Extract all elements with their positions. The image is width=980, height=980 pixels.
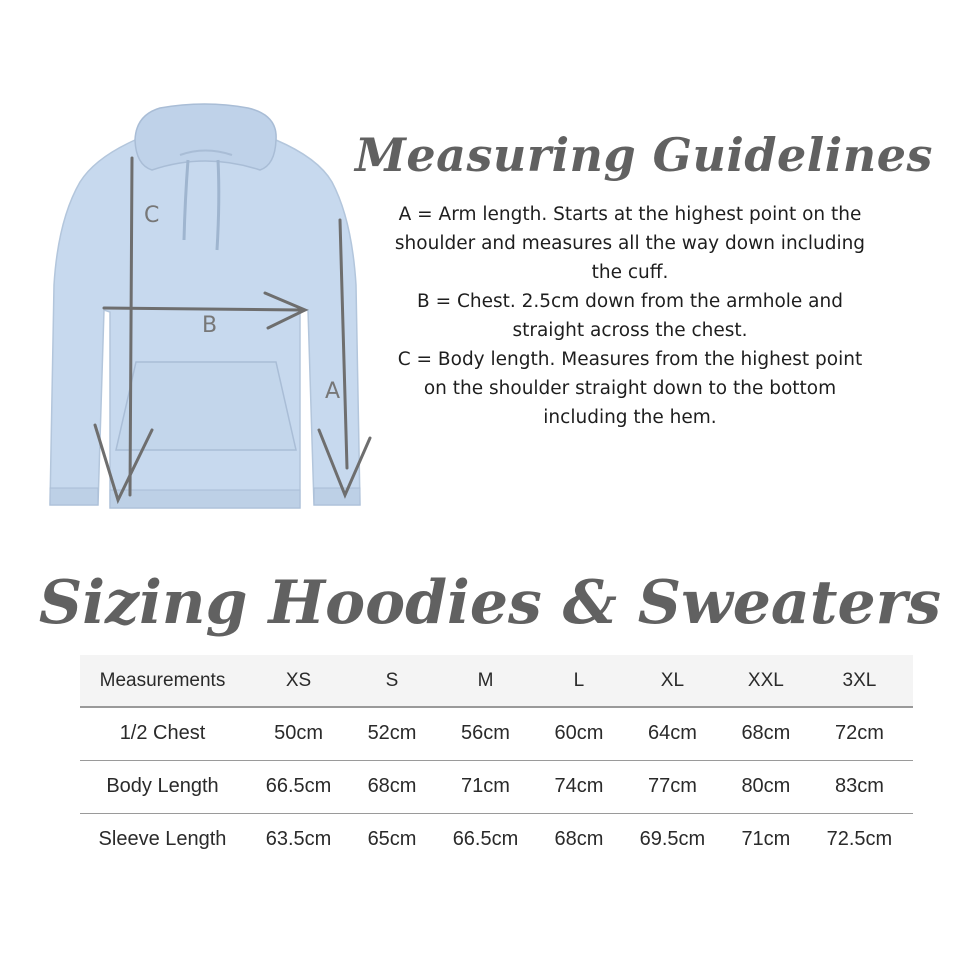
header-size: L: [539, 655, 619, 707]
sizing-title: Sizing Hoodies & Sweaters: [38, 568, 942, 638]
header-size: 3XL: [806, 655, 913, 707]
table-cell: 56cm: [432, 707, 539, 760]
header-size: S: [352, 655, 432, 707]
table-cell: 68cm: [352, 760, 432, 813]
table-cell: 65cm: [367, 828, 417, 851]
table-cell: 72cm: [806, 707, 913, 760]
table-cell: 69.5cm: [639, 828, 706, 851]
header-size: M: [432, 655, 539, 707]
guideline-line: straight across the chest.: [512, 320, 748, 341]
measuring-guidelines-text: [360, 200, 900, 432]
table-cell: 72.5cm: [826, 828, 893, 851]
guideline-line: A = Arm length. Starts at the highest point on the: [398, 204, 862, 225]
guideline-line: C = Body length. Measures from the highest point: [397, 349, 863, 370]
label-a: A: [325, 379, 341, 404]
label-b: B: [202, 313, 218, 338]
table-cell: 66.5cm: [245, 760, 352, 813]
label-c: C: [144, 203, 160, 228]
table-row: [80, 707, 913, 760]
table-cell: 68cm: [726, 707, 806, 760]
hoodie-hood: [135, 104, 276, 170]
guideline-line: the cuff.: [591, 262, 669, 283]
table-cell: 71cm: [432, 760, 539, 813]
table-cell: 50cm: [245, 707, 352, 760]
guideline-line: shoulder and measures all the way down including: [394, 233, 866, 254]
row-label: 1/2 Chest: [80, 707, 245, 760]
guideline-line: including the hem.: [543, 407, 717, 428]
table-cell: 52cm: [352, 707, 432, 760]
header-size: XXL: [726, 655, 806, 707]
table-cell: 60cm: [539, 707, 619, 760]
hoodie-pocket: [116, 362, 296, 450]
table-cell: 66.5cm: [452, 828, 519, 851]
hoodie-illustration: [40, 100, 380, 520]
table-cell: 64cm: [619, 707, 726, 760]
table-cell: 74cm: [539, 760, 619, 813]
table-cell: 83cm: [806, 760, 913, 813]
table-cell: 63.5cm: [265, 828, 332, 851]
table-cell: 80cm: [726, 760, 806, 813]
header-measurements: Measurements: [80, 655, 245, 707]
row-label: Body Length: [80, 760, 245, 813]
measuring-guidelines-title: Measuring Guidelines: [355, 128, 933, 182]
table-row: [80, 813, 913, 866]
row-label: Sleeve Length: [98, 828, 227, 851]
table-cell: 68cm: [554, 828, 604, 851]
table-cell: 71cm: [741, 828, 791, 851]
header-size: XL: [619, 655, 726, 707]
size-chart-table: [80, 655, 913, 866]
guideline-line: B = Chest. 2.5cm down from the armhole and: [417, 291, 843, 312]
header-size: XS: [245, 655, 352, 707]
table-cell: 77cm: [619, 760, 726, 813]
table-row: [80, 760, 913, 813]
table-header-row: [80, 655, 913, 707]
guideline-line: on the shoulder straight down to the bottom: [423, 378, 837, 399]
